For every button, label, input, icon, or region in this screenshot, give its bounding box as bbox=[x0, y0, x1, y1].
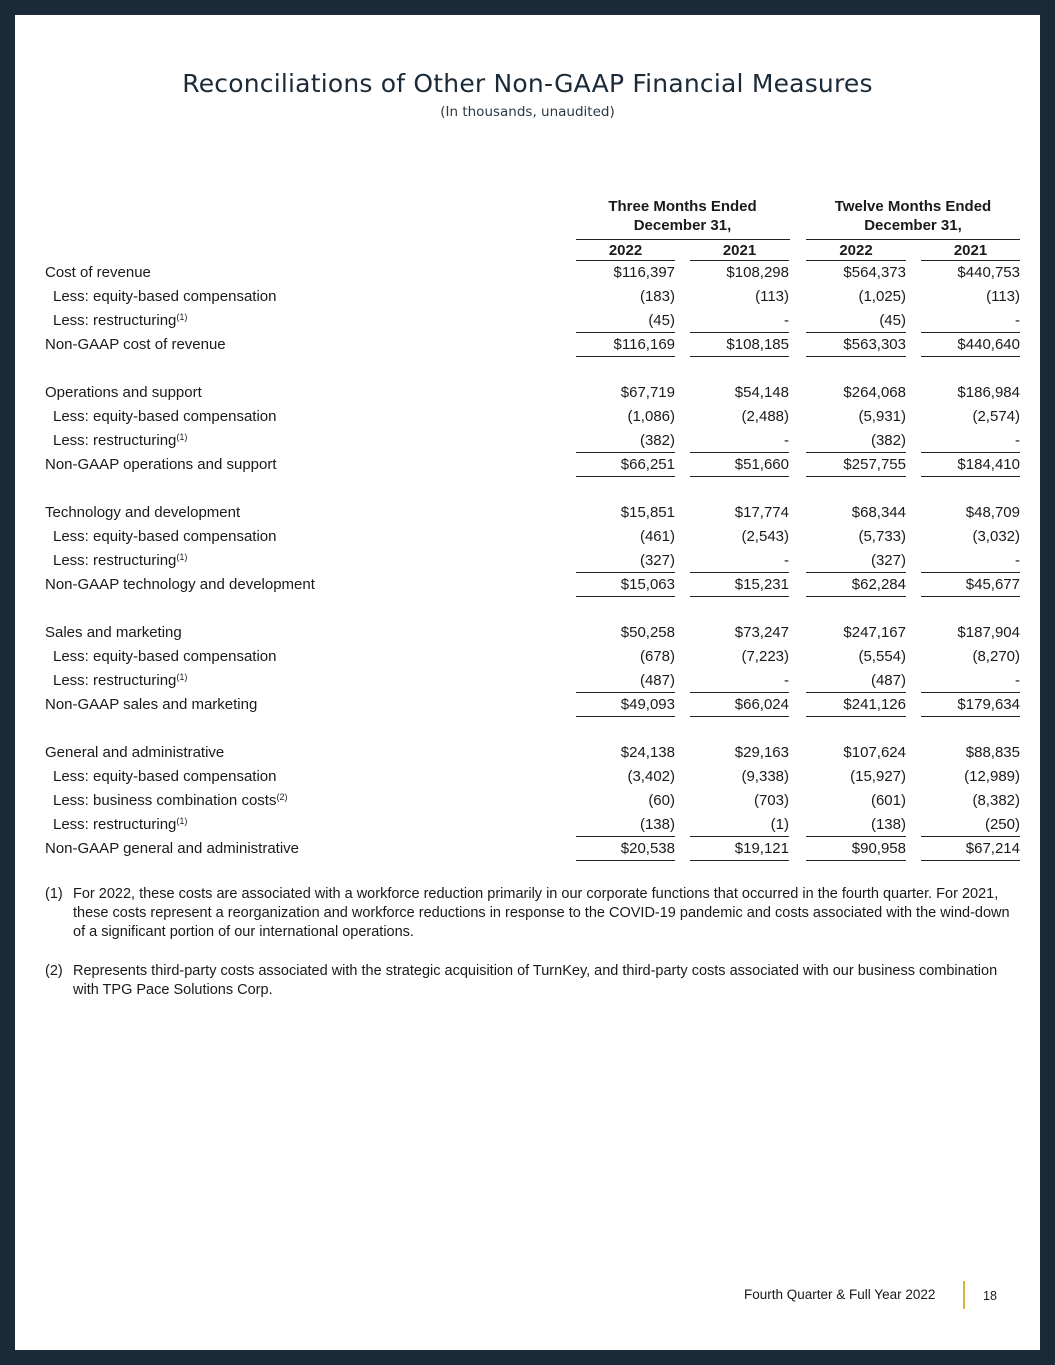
row-value: $264,068 bbox=[843, 384, 906, 401]
row-label-text: Less: business combination costs bbox=[53, 792, 277, 809]
row-label-text: Less: equity-based compensation bbox=[53, 288, 277, 305]
table-row bbox=[15, 838, 1040, 860]
row-label-text: Less: restructuring bbox=[53, 312, 177, 329]
subtotal-rule bbox=[921, 572, 1020, 573]
total-rule bbox=[921, 716, 1020, 717]
year-header: 2021 bbox=[722, 242, 757, 259]
row-value: $88,835 bbox=[965, 744, 1020, 761]
row-value: (2,574) bbox=[972, 408, 1020, 425]
row-value: - bbox=[1015, 672, 1020, 689]
row-value: - bbox=[784, 672, 789, 689]
row-value: $66,251 bbox=[620, 456, 675, 473]
total-rule bbox=[576, 860, 675, 861]
footnote-marker: (1) bbox=[176, 312, 188, 322]
row-value: (5,931) bbox=[858, 408, 906, 425]
subtotal-rule bbox=[690, 692, 789, 693]
footer-divider bbox=[963, 1281, 965, 1309]
document-page bbox=[15, 15, 1040, 1350]
row-label-text: Non-GAAP technology and development bbox=[45, 576, 315, 593]
row-value: $108,298 bbox=[726, 264, 789, 281]
row-value: $50,258 bbox=[620, 624, 675, 641]
row-value: $17,774 bbox=[734, 504, 789, 521]
row-label bbox=[45, 502, 240, 524]
row-label-text: Non-GAAP general and administrative bbox=[45, 840, 300, 857]
footnote-marker: (2) bbox=[276, 792, 288, 802]
subtotal-rule bbox=[576, 692, 675, 693]
header-twelve-months-line2: December 31, bbox=[864, 217, 962, 234]
subtotal-rule bbox=[806, 836, 906, 837]
row-value: $62,284 bbox=[851, 576, 906, 593]
row-value: (382) bbox=[639, 432, 675, 449]
row-value: $440,753 bbox=[957, 264, 1020, 281]
row-value: (60) bbox=[648, 792, 675, 809]
footnote-marker: (1) bbox=[176, 816, 188, 826]
table-row bbox=[15, 766, 1040, 788]
row-value: (461) bbox=[639, 528, 675, 545]
total-rule bbox=[806, 860, 906, 861]
row-value: $257,755 bbox=[843, 456, 906, 473]
row-value: (382) bbox=[870, 432, 906, 449]
total-rule bbox=[690, 716, 789, 717]
row-value: $15,851 bbox=[620, 504, 675, 521]
row-value: $241,126 bbox=[843, 696, 906, 713]
total-rule bbox=[690, 476, 789, 477]
subtotal-rule bbox=[690, 452, 789, 453]
total-rule bbox=[921, 596, 1020, 597]
row-value: (678) bbox=[639, 648, 675, 665]
row-label-text: Less: equity-based compensation bbox=[53, 528, 277, 545]
row-label bbox=[45, 838, 299, 860]
row-value: $116,169 bbox=[613, 336, 675, 353]
table-row bbox=[15, 550, 1040, 572]
row-label bbox=[45, 382, 202, 404]
row-label-text: Sales and marketing bbox=[45, 624, 182, 641]
table-row bbox=[15, 526, 1040, 548]
subtotal-rule bbox=[921, 692, 1020, 693]
row-value: $67,214 bbox=[965, 840, 1020, 857]
row-label bbox=[53, 406, 276, 428]
row-value: (113) bbox=[755, 288, 789, 305]
table-row bbox=[15, 694, 1040, 716]
total-rule bbox=[921, 356, 1020, 357]
subtotal-rule bbox=[690, 332, 789, 333]
table-row bbox=[15, 454, 1040, 476]
row-value: (9,338) bbox=[741, 768, 789, 785]
row-label bbox=[45, 742, 224, 764]
row-label-text: Non-GAAP cost of revenue bbox=[45, 336, 226, 353]
row-value: (8,270) bbox=[972, 648, 1020, 665]
row-value: - bbox=[784, 432, 789, 449]
row-value: $15,063 bbox=[620, 576, 675, 593]
row-value: $48,709 bbox=[965, 504, 1020, 521]
subtotal-rule bbox=[690, 572, 789, 573]
total-rule bbox=[806, 476, 906, 477]
page-title: Reconciliations of Other Non-GAAP Financial Measures bbox=[182, 69, 873, 98]
row-label-text: Operations and support bbox=[45, 384, 202, 401]
row-label bbox=[53, 526, 276, 548]
subtotal-rule bbox=[921, 836, 1020, 837]
table-row bbox=[15, 406, 1040, 428]
row-value: - bbox=[1015, 312, 1020, 329]
row-label bbox=[53, 286, 276, 308]
row-value: (5,733) bbox=[858, 528, 906, 545]
row-label-text: Technology and development bbox=[45, 504, 241, 521]
total-rule bbox=[576, 356, 675, 357]
table-row bbox=[15, 502, 1040, 524]
total-rule bbox=[690, 596, 789, 597]
table-row bbox=[15, 430, 1040, 452]
row-value: (8,382) bbox=[972, 792, 1020, 809]
row-value: $186,984 bbox=[957, 384, 1020, 401]
row-value: $24,138 bbox=[620, 744, 675, 761]
row-value: - bbox=[784, 552, 789, 569]
row-label bbox=[45, 694, 257, 716]
footnote-text: For 2022, these costs are associated with a workforce reduction primarily in our corporate functions that occurred in the fourth quarter. For 2021, these costs represent a reorganization and workforce reductions in response to the COVID-19 pandemic and costs associated with the wind-down of a significant portion of our international operations. bbox=[73, 886, 1010, 940]
row-value: (703) bbox=[753, 792, 789, 809]
row-value: $90,958 bbox=[851, 840, 906, 857]
total-rule bbox=[576, 476, 675, 477]
table-row bbox=[15, 790, 1040, 812]
row-value: (1) bbox=[770, 816, 789, 833]
row-value: (1,086) bbox=[627, 408, 675, 425]
row-value: $108,185 bbox=[726, 336, 789, 353]
row-value: $247,167 bbox=[843, 624, 906, 641]
row-value: $51,660 bbox=[734, 456, 789, 473]
row-value: (138) bbox=[870, 816, 906, 833]
row-value: $19,121 bbox=[734, 840, 789, 857]
row-value: $564,373 bbox=[843, 264, 906, 281]
row-value: $107,624 bbox=[843, 744, 906, 761]
table-row bbox=[15, 670, 1040, 692]
row-value: (601) bbox=[870, 792, 906, 809]
row-value: (5,554) bbox=[858, 648, 906, 665]
row-value: (45) bbox=[648, 312, 675, 329]
total-rule bbox=[806, 596, 906, 597]
subtotal-rule bbox=[921, 452, 1020, 453]
total-rule bbox=[921, 860, 1020, 861]
row-value: (138) bbox=[639, 816, 675, 833]
year-rule bbox=[576, 260, 675, 261]
row-value: $116,397 bbox=[613, 264, 675, 281]
row-value: (15,927) bbox=[850, 768, 906, 785]
footnote-text: Represents third-party costs associated with the strategic acquisition of TurnKey, and third-party costs associated with our business combination with TPG Pace Solutions Corp. bbox=[73, 963, 998, 998]
row-value: $15,231 bbox=[734, 576, 789, 593]
row-value: $54,148 bbox=[734, 384, 789, 401]
table-row bbox=[15, 814, 1040, 836]
header-twelve-months bbox=[806, 197, 1020, 235]
row-value: (7,223) bbox=[741, 648, 789, 665]
total-rule bbox=[806, 716, 906, 717]
row-label bbox=[45, 334, 226, 356]
subtotal-rule bbox=[576, 452, 675, 453]
row-label-text: Non-GAAP operations and support bbox=[45, 456, 277, 473]
subtotal-rule bbox=[806, 692, 906, 693]
row-value: (327) bbox=[639, 552, 675, 569]
row-label bbox=[53, 550, 187, 572]
footer-label: Fourth Quarter & Full Year 2022 bbox=[744, 1287, 936, 1302]
subtotal-rule bbox=[576, 332, 675, 333]
row-label-text: Less: restructuring bbox=[53, 432, 177, 449]
row-value: $29,163 bbox=[734, 744, 789, 761]
header-rule-three-months bbox=[576, 239, 790, 240]
table-row bbox=[15, 310, 1040, 332]
table-row bbox=[15, 382, 1040, 404]
row-label bbox=[53, 646, 276, 668]
subtotal-rule bbox=[806, 572, 906, 573]
row-value: - bbox=[784, 312, 789, 329]
row-value: (2,488) bbox=[741, 408, 789, 425]
header-rule-twelve-months bbox=[806, 239, 1020, 240]
row-value: (487) bbox=[870, 672, 906, 689]
table-row bbox=[15, 574, 1040, 596]
row-value: - bbox=[1015, 552, 1020, 569]
row-label-text: Less: restructuring bbox=[53, 552, 177, 569]
row-value: $440,640 bbox=[957, 336, 1020, 353]
subtotal-rule bbox=[921, 332, 1020, 333]
row-value: $49,093 bbox=[620, 696, 675, 713]
row-value: $68,344 bbox=[851, 504, 906, 521]
row-value: (45) bbox=[879, 312, 906, 329]
row-value: (113) bbox=[986, 288, 1020, 305]
row-label-text: Non-GAAP sales and marketing bbox=[45, 696, 258, 713]
row-label bbox=[45, 454, 277, 476]
row-value: $73,247 bbox=[734, 624, 789, 641]
table-row bbox=[15, 646, 1040, 668]
row-label-text: Less: equity-based compensation bbox=[53, 648, 277, 665]
row-label bbox=[53, 814, 187, 836]
subtotal-rule bbox=[690, 836, 789, 837]
table-row bbox=[15, 334, 1040, 356]
row-value: $66,024 bbox=[734, 696, 789, 713]
row-value: (487) bbox=[639, 672, 675, 689]
row-value: (1,025) bbox=[858, 288, 906, 305]
table-row bbox=[15, 742, 1040, 764]
row-label bbox=[53, 790, 287, 812]
row-label-text: Less: equity-based compensation bbox=[53, 768, 277, 785]
row-label-text: Less: restructuring bbox=[53, 672, 177, 689]
row-value: (183) bbox=[639, 288, 675, 305]
table-row bbox=[15, 262, 1040, 284]
year-rule bbox=[690, 260, 789, 261]
footnote-marker: (1) bbox=[176, 432, 188, 442]
page-number: 18 bbox=[983, 1289, 997, 1303]
total-rule bbox=[576, 716, 675, 717]
total-rule bbox=[921, 476, 1020, 477]
year-rule bbox=[921, 260, 1020, 261]
row-value: (3,402) bbox=[627, 768, 675, 785]
footnote-marker: (1) bbox=[176, 552, 188, 562]
row-value: $179,634 bbox=[957, 696, 1020, 713]
row-value: $187,904 bbox=[957, 624, 1020, 641]
row-value: (2,543) bbox=[741, 528, 789, 545]
year-header: 2022 bbox=[839, 242, 873, 259]
row-label-text: General and administrative bbox=[45, 744, 225, 761]
table-row bbox=[15, 622, 1040, 644]
row-value: $563,303 bbox=[843, 336, 906, 353]
subtotal-rule bbox=[576, 572, 675, 573]
header-three-months bbox=[576, 197, 789, 235]
row-value: (12,989) bbox=[964, 768, 1020, 785]
row-value: (3,032) bbox=[972, 528, 1020, 545]
row-label bbox=[53, 430, 187, 452]
total-rule bbox=[690, 860, 789, 861]
row-label bbox=[45, 574, 315, 596]
header-twelve-months-line1: Twelve Months Ended bbox=[834, 198, 992, 215]
row-value: (250) bbox=[984, 816, 1020, 833]
year-header: 2022 bbox=[608, 242, 643, 259]
row-label bbox=[53, 670, 187, 692]
row-value: - bbox=[1015, 432, 1020, 449]
row-label bbox=[45, 622, 182, 644]
row-value: $184,410 bbox=[957, 456, 1020, 473]
row-label-text: Less: restructuring bbox=[53, 816, 177, 833]
year-header: 2021 bbox=[953, 242, 988, 259]
row-value: $20,538 bbox=[620, 840, 675, 857]
table-row bbox=[15, 286, 1040, 308]
total-rule bbox=[690, 356, 789, 357]
year-rule bbox=[806, 260, 906, 261]
row-label bbox=[53, 310, 187, 332]
subtotal-rule bbox=[806, 452, 906, 453]
row-label bbox=[53, 766, 276, 788]
subtotal-rule bbox=[806, 332, 906, 333]
footnote-marker: (1) bbox=[176, 672, 188, 682]
row-label bbox=[45, 262, 151, 284]
row-value: $45,677 bbox=[965, 576, 1020, 593]
row-label-text: Cost of revenue bbox=[45, 264, 151, 281]
total-rule bbox=[806, 356, 906, 357]
footnote-number: (2) bbox=[45, 963, 63, 979]
page-subtitle: (In thousands, unaudited) bbox=[440, 104, 615, 120]
header-three-months-line1: Three Months Ended bbox=[608, 198, 757, 215]
footnote-number: (1) bbox=[45, 886, 63, 902]
row-value: (327) bbox=[870, 552, 906, 569]
header-three-months-line2: December 31, bbox=[633, 217, 732, 234]
row-label-text: Less: equity-based compensation bbox=[53, 408, 277, 425]
total-rule bbox=[576, 596, 675, 597]
row-value: $67,719 bbox=[620, 384, 675, 401]
subtotal-rule bbox=[576, 836, 675, 837]
